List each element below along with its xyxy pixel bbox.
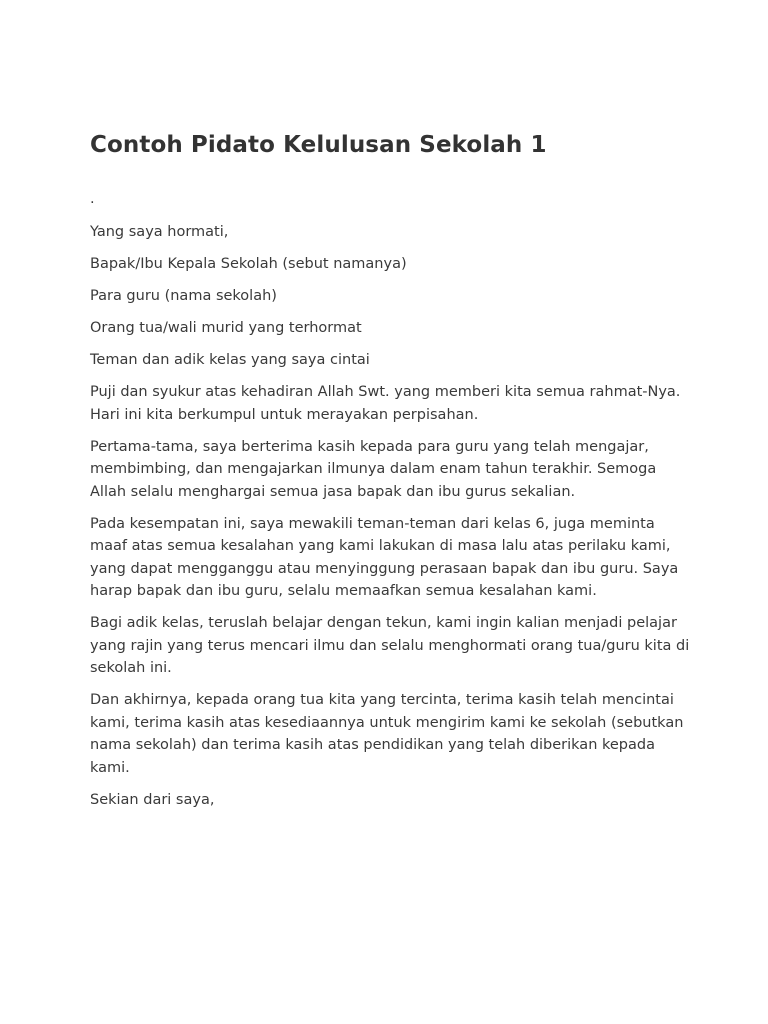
- document-title: Contoh Pidato Kelulusan Sekolah 1: [90, 132, 547, 158]
- greeting-line: Bapak/Ibu Kepala Sekolah (sebut namanya): [90, 256, 407, 272]
- document-page: [90, 128, 690, 811]
- speech-paragraph: Pada kesempatan ini, saya mewakili teman-teman dari kelas 6, juga meminta maaf atas semua kesalahan yang kami lakukan di masa lalu atas perilaku kami, yang dapat mengganggu atau menyinggung perasaan bapak dan ibu guru. Saya harap bapak dan ibu guru, selalu memaafkan semua kesalahan kami.: [90, 515, 679, 599]
- speech-paragraph: Bagi adik kelas, teruslah belajar dengan tekun, kami ingin kalian menjadi pelajar yang rajin yang terus mencari ilmu dan selalu menghormati orang tua/guru kita di sekolah ini.: [90, 615, 690, 676]
- greeting-line: Yang saya hormati,: [90, 224, 229, 240]
- speech-paragraph: Dan akhirnya, kepada orang tua kita yang tercinta, terima kasih telah mencintai kami, terima kasih atas kesediaannya untuk mengirim kami ke sekolah (sebutkan nama sekolah) dan terima kasih atas pendidikan yang telah diberikan kepada kami.: [90, 692, 684, 776]
- greeting-line: Orang tua/wali murid yang terhormat: [90, 320, 362, 336]
- greeting-line: Para guru (nama sekolah): [90, 288, 277, 304]
- closing-line: Sekian dari saya,: [90, 791, 215, 808]
- separator-dot: .: [90, 191, 95, 207]
- speech-paragraph: Pertama-tama, saya berterima kasih kepada para guru yang telah mengajar, membimbing, dan mengajarkan ilmunya dalam enam tahun terakhir. Semoga Allah selalu menghargai semua jasa bapak dan ibu gurus sekalian.: [90, 438, 657, 500]
- greeting-line: Teman dan adik kelas yang saya cintai: [90, 352, 370, 368]
- speech-paragraph: Puji dan syukur atas kehadiran Allah Swt. yang memberi kita semua rahmat-Nya. Hari ini kita berkumpul untuk merayakan perpisahan.: [90, 384, 681, 423]
